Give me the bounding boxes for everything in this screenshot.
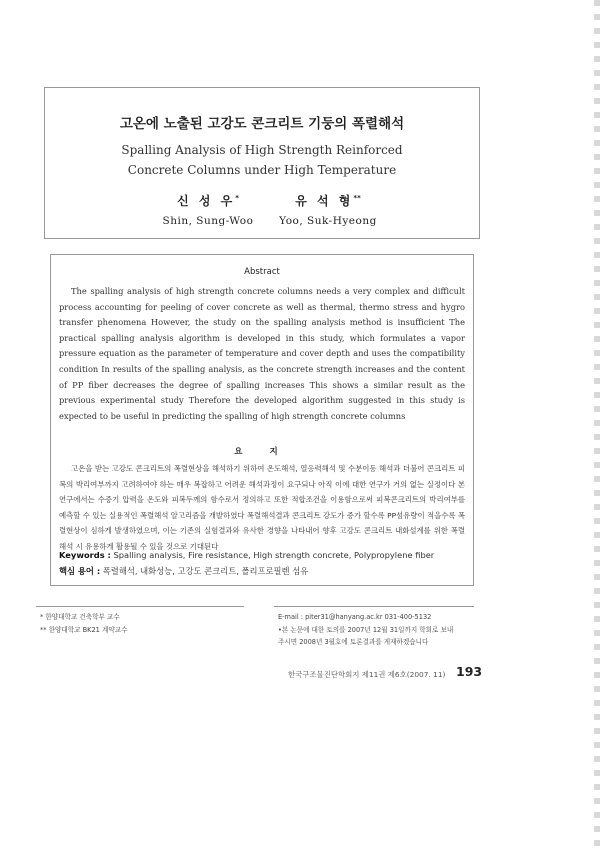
abstract-heading: Abstract	[244, 267, 280, 277]
discussion-note-line2: 주시면 2008년 3월호에 토론결과를 게재하겠습니다	[278, 638, 429, 646]
page-edge-decoration	[594, 0, 600, 849]
author-2-korean-name: 유 석 형	[295, 194, 354, 208]
footnote-2: ** 한양대학교 BK21 계약교수	[40, 625, 128, 634]
footnotes-right	[278, 611, 478, 649]
korean-title: 고온에 노출된 고강도 콘크리트 기둥의 폭렬해석	[119, 116, 405, 132]
summary-text: 고온을 받는 고강도 콘크리트의 폭렬현상을 해석하기 위하여 온도해석, 열응력해석 및 수분이동 해석과 더불어 콘크리트 피복의 박리여부까지 고려하여야 하는 매우 복잡하고 어려운 해석과정이 요구되나 아직 이에 대한 연구가 거의 없는 실정이다 본 연구에서는 수증기 압력을 온도와 피복두께의 함수로서 정의하고 또한 적합조건을 이용함으로써 피복콘크리트의 박리여부를 예측할 수 있는 실용적인 폭렬해석 알고리즘을 개발하였다 폭렬해석결과 콘크리트 강도가 증가 할수록 PP섬유량이 적을수록 폭렬현상이 심하게 발생하였으며, 이는 기존의 실험결과와 유사한 경향을 나타내어 향후 고강도 콘크리트 내화설계를 위한 폭렬해석 시 유용하게 활용될 수 있을 것으로 기대된다	[59, 464, 465, 551]
discussion-note-line1: •본 논문에 대한 토의를 2007년 12월 31일까지 학회로 보내	[278, 625, 454, 634]
author-2-mark: **	[353, 194, 361, 202]
english-title	[45, 140, 479, 180]
core-terms	[59, 565, 467, 577]
english-title-line1: Spalling Analysis of High Strength Reinforced	[121, 143, 403, 157]
footnotes-left	[40, 611, 127, 636]
author-1-korean-name: 신 성 우	[177, 194, 236, 208]
journal-reference: 한국구조물진단학회지 제11권 제6호(2007. 11)	[288, 670, 446, 679]
author-2-english-name: Yoo, Suk-Hyeong	[279, 215, 377, 227]
footnote-rule-left	[36, 606, 244, 607]
footnote-rule-right	[274, 606, 474, 607]
author-1	[143, 192, 273, 227]
contact-email: E-mail : piter31@hanyang.ac.kr 031-400-5132	[278, 613, 432, 621]
title-box	[44, 87, 480, 239]
footnote-1: * 한양대학교 건축학부 교수	[40, 613, 120, 621]
page-number: 193	[456, 664, 483, 679]
keywords-text: Spalling analysis, Fire resistance, High strength concrete, Polypropylene fiber	[113, 550, 435, 560]
author-2	[263, 192, 393, 227]
english-title-line2: Concrete Columns under High Temperature	[127, 163, 397, 177]
core-terms-text: 폭렬해석, 내화성능, 고강도 콘크리트, 폴리프로필렌 섬유	[102, 566, 309, 576]
author-1-english-name: Shin, Sung-Woo	[162, 215, 254, 227]
summary-heading: 요 지	[234, 447, 290, 457]
author-1-mark: *	[235, 194, 239, 202]
keywords	[59, 550, 467, 560]
abstract-box	[50, 254, 474, 586]
keywords-label: Keywords :	[59, 550, 111, 560]
abstract-text: The spalling analysis of high strength concrete columns needs a very complex and difficult process accounting for peeling of cover concrete as well as thermal, thermo stress and hygro transfer phenomena However, the study on the spalling analysis method is insufficient The practical spalling analysis algorithm is developed in this study, which formulates a vapor pressure equation as the parameter of temperature and cover depth and uses the compatibility condition In results of the spalling analysis, as the concrete strength increases and the content of PP fiber decreases the degree of spalling increases This shows a similar result as the previous experimental study Therefore the developed algorithm suggested in this study is expected to be useful in predicting the spalling of high strength concrete columns	[59, 286, 465, 421]
core-terms-label: 핵심 용어 :	[59, 566, 101, 576]
